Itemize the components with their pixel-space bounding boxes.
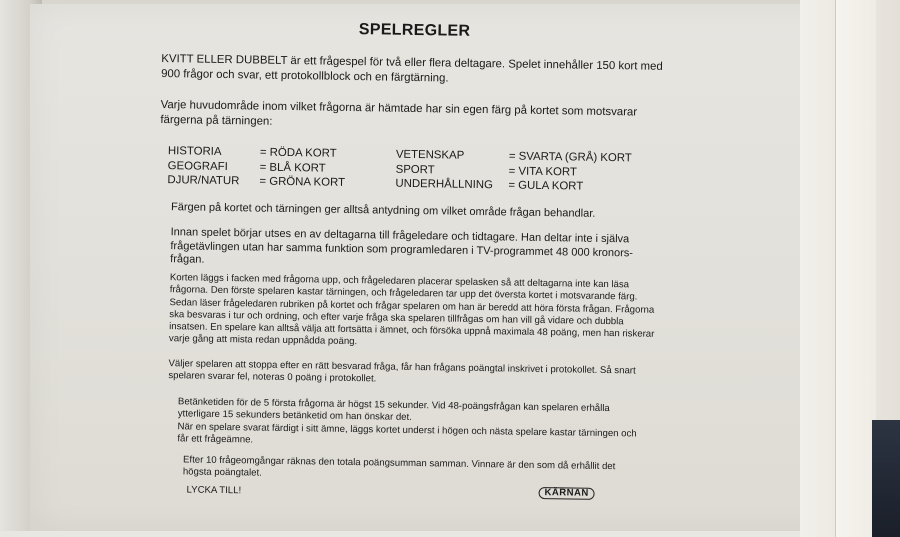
area-name: SPORT bbox=[395, 163, 435, 176]
area-card: = RÖDA KORT bbox=[259, 146, 337, 160]
sheet-bottom-edge bbox=[0, 531, 800, 537]
area-card: = GRÖNA KORT bbox=[259, 175, 346, 189]
turn-rules-paragraph: När en spelare svarat färdigt i sitt ämne, läggs kortet underst i högen och nästa spelare kastar tärningen och får ett frågeämne. bbox=[177, 421, 637, 446]
areas-cards-left bbox=[259, 146, 370, 191]
area-name: UNDERHÅLLNING bbox=[395, 177, 493, 192]
area-card: = BLÅ KORT bbox=[259, 161, 326, 175]
areas-names-left bbox=[167, 144, 258, 189]
time-rules-paragraph: Betänketiden för de 5 första frågorna är högst 15 sekunder. Vid 48-poängsfrågan kan spelaren erhålla ytterligare 15 sekunders betänketid om han önskar det. bbox=[177, 396, 610, 424]
areas-names-right bbox=[395, 148, 514, 193]
end-rules-paragraph: Efter 10 frågeomgångar räknas den totala poängsumman samman. Vinnare är den som då erhållit det högsta poängtalet. bbox=[182, 454, 616, 479]
background-object bbox=[872, 420, 900, 537]
area-name: DJUR/NATUR bbox=[167, 174, 240, 188]
stop-rules-paragraph: Väljer spelaren att stoppa efter en rätt besvarad fråga, får han frågans poängtal inskrivet i protokollet. Så snart spelaren svarar fel, noteras 0 poäng i protokollet. bbox=[168, 358, 636, 385]
areas-intro-paragraph: Varje huvudområde inom vilket frågorna är hämtade har sin egen färg på kortet som motsvarar färgerna på tärningen: bbox=[160, 98, 638, 128]
play-rules-paragraph: Korten läggs i facken med frågorna upp, och frågeledaren placerar spelasken så att deltagarna inte kan läsa frågorna. Den förste spelaren kastar tärningen, och frågeledaren tar upp det översta kortet i motsvarande färg. Sedan läser frågeledaren rubriken på kortet och frågar spelaren om han är beredd att höra första frågan. Frågorna ska besvaras i tur och ordning, och efter varje fråga ska spelaren tillfrågas om han vill gå vidare och dubbla insatsen. En spelare kan alltså välja att fortsätta i ämnet, och försöka uppnå maximala 48 poäng, men han riskerar varje gång att mista redan uppnådda poäng. bbox=[168, 272, 655, 348]
roles-paragraph: Innan spelet börjar utses en av deltagarna till frågeledare och tidtagare. Han deltar inte i själva frågetävlingen utan har samma funktion som programledaren i TV-programmet 48 000 kronors-frågan. bbox=[170, 226, 634, 266]
brand-logo: KÄRNAN bbox=[538, 487, 594, 500]
page-title: SPELREGLER bbox=[358, 21, 471, 40]
color-hint-paragraph: Färgen på kortet och tärningen ger alltså antydning om vilket område frågan behandlar. bbox=[170, 201, 596, 220]
game-box-fold bbox=[835, 0, 876, 537]
area-name: GEOGRAFI bbox=[167, 159, 228, 173]
closing-text: LYCKA TILL! bbox=[186, 484, 242, 497]
area-card: = SVARTA (GRÅ) KORT bbox=[508, 150, 632, 165]
area-name: HISTORIA bbox=[167, 145, 222, 158]
intro-paragraph: KVITT ELLER DUBBELT är ett frågespel för två eller flera deltagare. Spelet innehåller 150 kort med 900 frågor och svar, ett protokollblock och en färgtärning. bbox=[161, 52, 663, 85]
area-name: VETENSKAP bbox=[395, 148, 465, 162]
area-card: = VITA KORT bbox=[508, 164, 577, 179]
areas-cards-right bbox=[508, 149, 659, 195]
area-card: = GULA KORT bbox=[508, 179, 584, 193]
